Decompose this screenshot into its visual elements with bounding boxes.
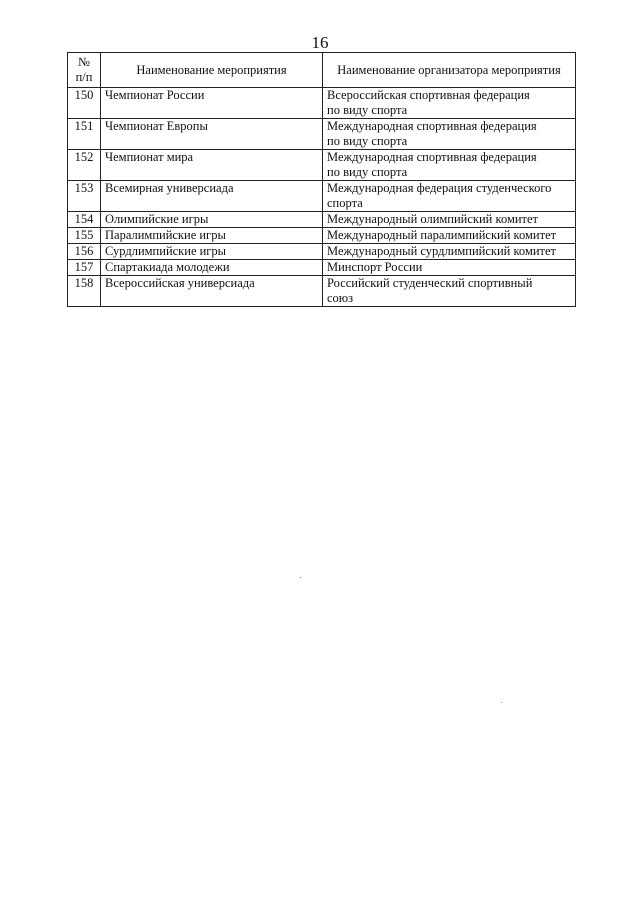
table-header-row — [68, 53, 576, 88]
event-name: Чемпионат Европы — [101, 119, 323, 150]
event-name: Чемпионат мира — [101, 150, 323, 181]
event-name: Всероссийская универсиада — [101, 276, 323, 307]
organizer-name — [323, 228, 576, 244]
row-number: 158 — [68, 276, 101, 307]
organizer-line: Международный паралимпийский комитет — [327, 228, 557, 242]
row-number: 152 — [68, 150, 101, 181]
table-row — [68, 119, 576, 150]
organizer-line: Международная федерация студенческого — [327, 181, 552, 195]
organizer-name — [323, 150, 576, 181]
organizer-line: по виду спорта — [327, 103, 408, 117]
organizer-line: спорта — [327, 196, 363, 210]
row-number: 157 — [68, 260, 101, 276]
header-number-abbrev: п/п — [75, 70, 93, 84]
organizer-name — [323, 276, 576, 307]
page-number: 16 — [311, 33, 329, 52]
organizer-line: Международный сурдлимпийский комитет — [327, 244, 557, 258]
table-row — [68, 276, 576, 307]
table-row — [68, 260, 576, 276]
organizer-name — [323, 181, 576, 212]
organizer-line: Международный олимпийский комитет — [327, 212, 539, 226]
scan-speck — [300, 577, 301, 578]
organizer-name — [323, 260, 576, 276]
header-event-name: Наименование мероприятия — [101, 53, 323, 88]
organizer-name — [323, 244, 576, 260]
event-name: Паралимпийские игры — [101, 228, 323, 244]
table-body — [68, 88, 576, 307]
table-row — [68, 228, 576, 244]
organizer-name — [323, 119, 576, 150]
organizer-name — [323, 212, 576, 228]
organizer-line: Минспорт России — [327, 260, 423, 274]
header-organizer-name: Наименование организатора мероприятия — [323, 53, 576, 88]
event-name: Всемирная универсиада — [101, 181, 323, 212]
row-number: 153 — [68, 181, 101, 212]
row-number: 150 — [68, 88, 101, 119]
row-number: 155 — [68, 228, 101, 244]
organizer-name — [323, 88, 576, 119]
organizer-line: Международная спортивная федерация — [327, 119, 537, 133]
row-number: 156 — [68, 244, 101, 260]
organizer-line: по виду спорта — [327, 134, 408, 148]
organizer-line: союз — [327, 291, 354, 305]
row-number: 154 — [68, 212, 101, 228]
table-row — [68, 212, 576, 228]
organizer-line: Международная спортивная федерация — [327, 150, 537, 164]
organizer-line: Российский студенческий спортивный — [327, 276, 533, 290]
events-table — [67, 52, 576, 307]
organizer-line: по виду спорта — [327, 165, 408, 179]
event-name: Чемпионат России — [101, 88, 323, 119]
table-row — [68, 244, 576, 260]
table-row — [68, 181, 576, 212]
event-name: Спартакиада молодежи — [101, 260, 323, 276]
table-row — [68, 150, 576, 181]
header-number — [68, 53, 101, 88]
table-row — [68, 88, 576, 119]
event-name: Олимпийские игры — [101, 212, 323, 228]
header-number-symbol: № — [78, 55, 90, 69]
scan-speck — [501, 702, 502, 703]
organizer-line: Всероссийская спортивная федерация — [327, 88, 530, 102]
row-number: 151 — [68, 119, 101, 150]
event-name: Сурдлимпийские игры — [101, 244, 323, 260]
